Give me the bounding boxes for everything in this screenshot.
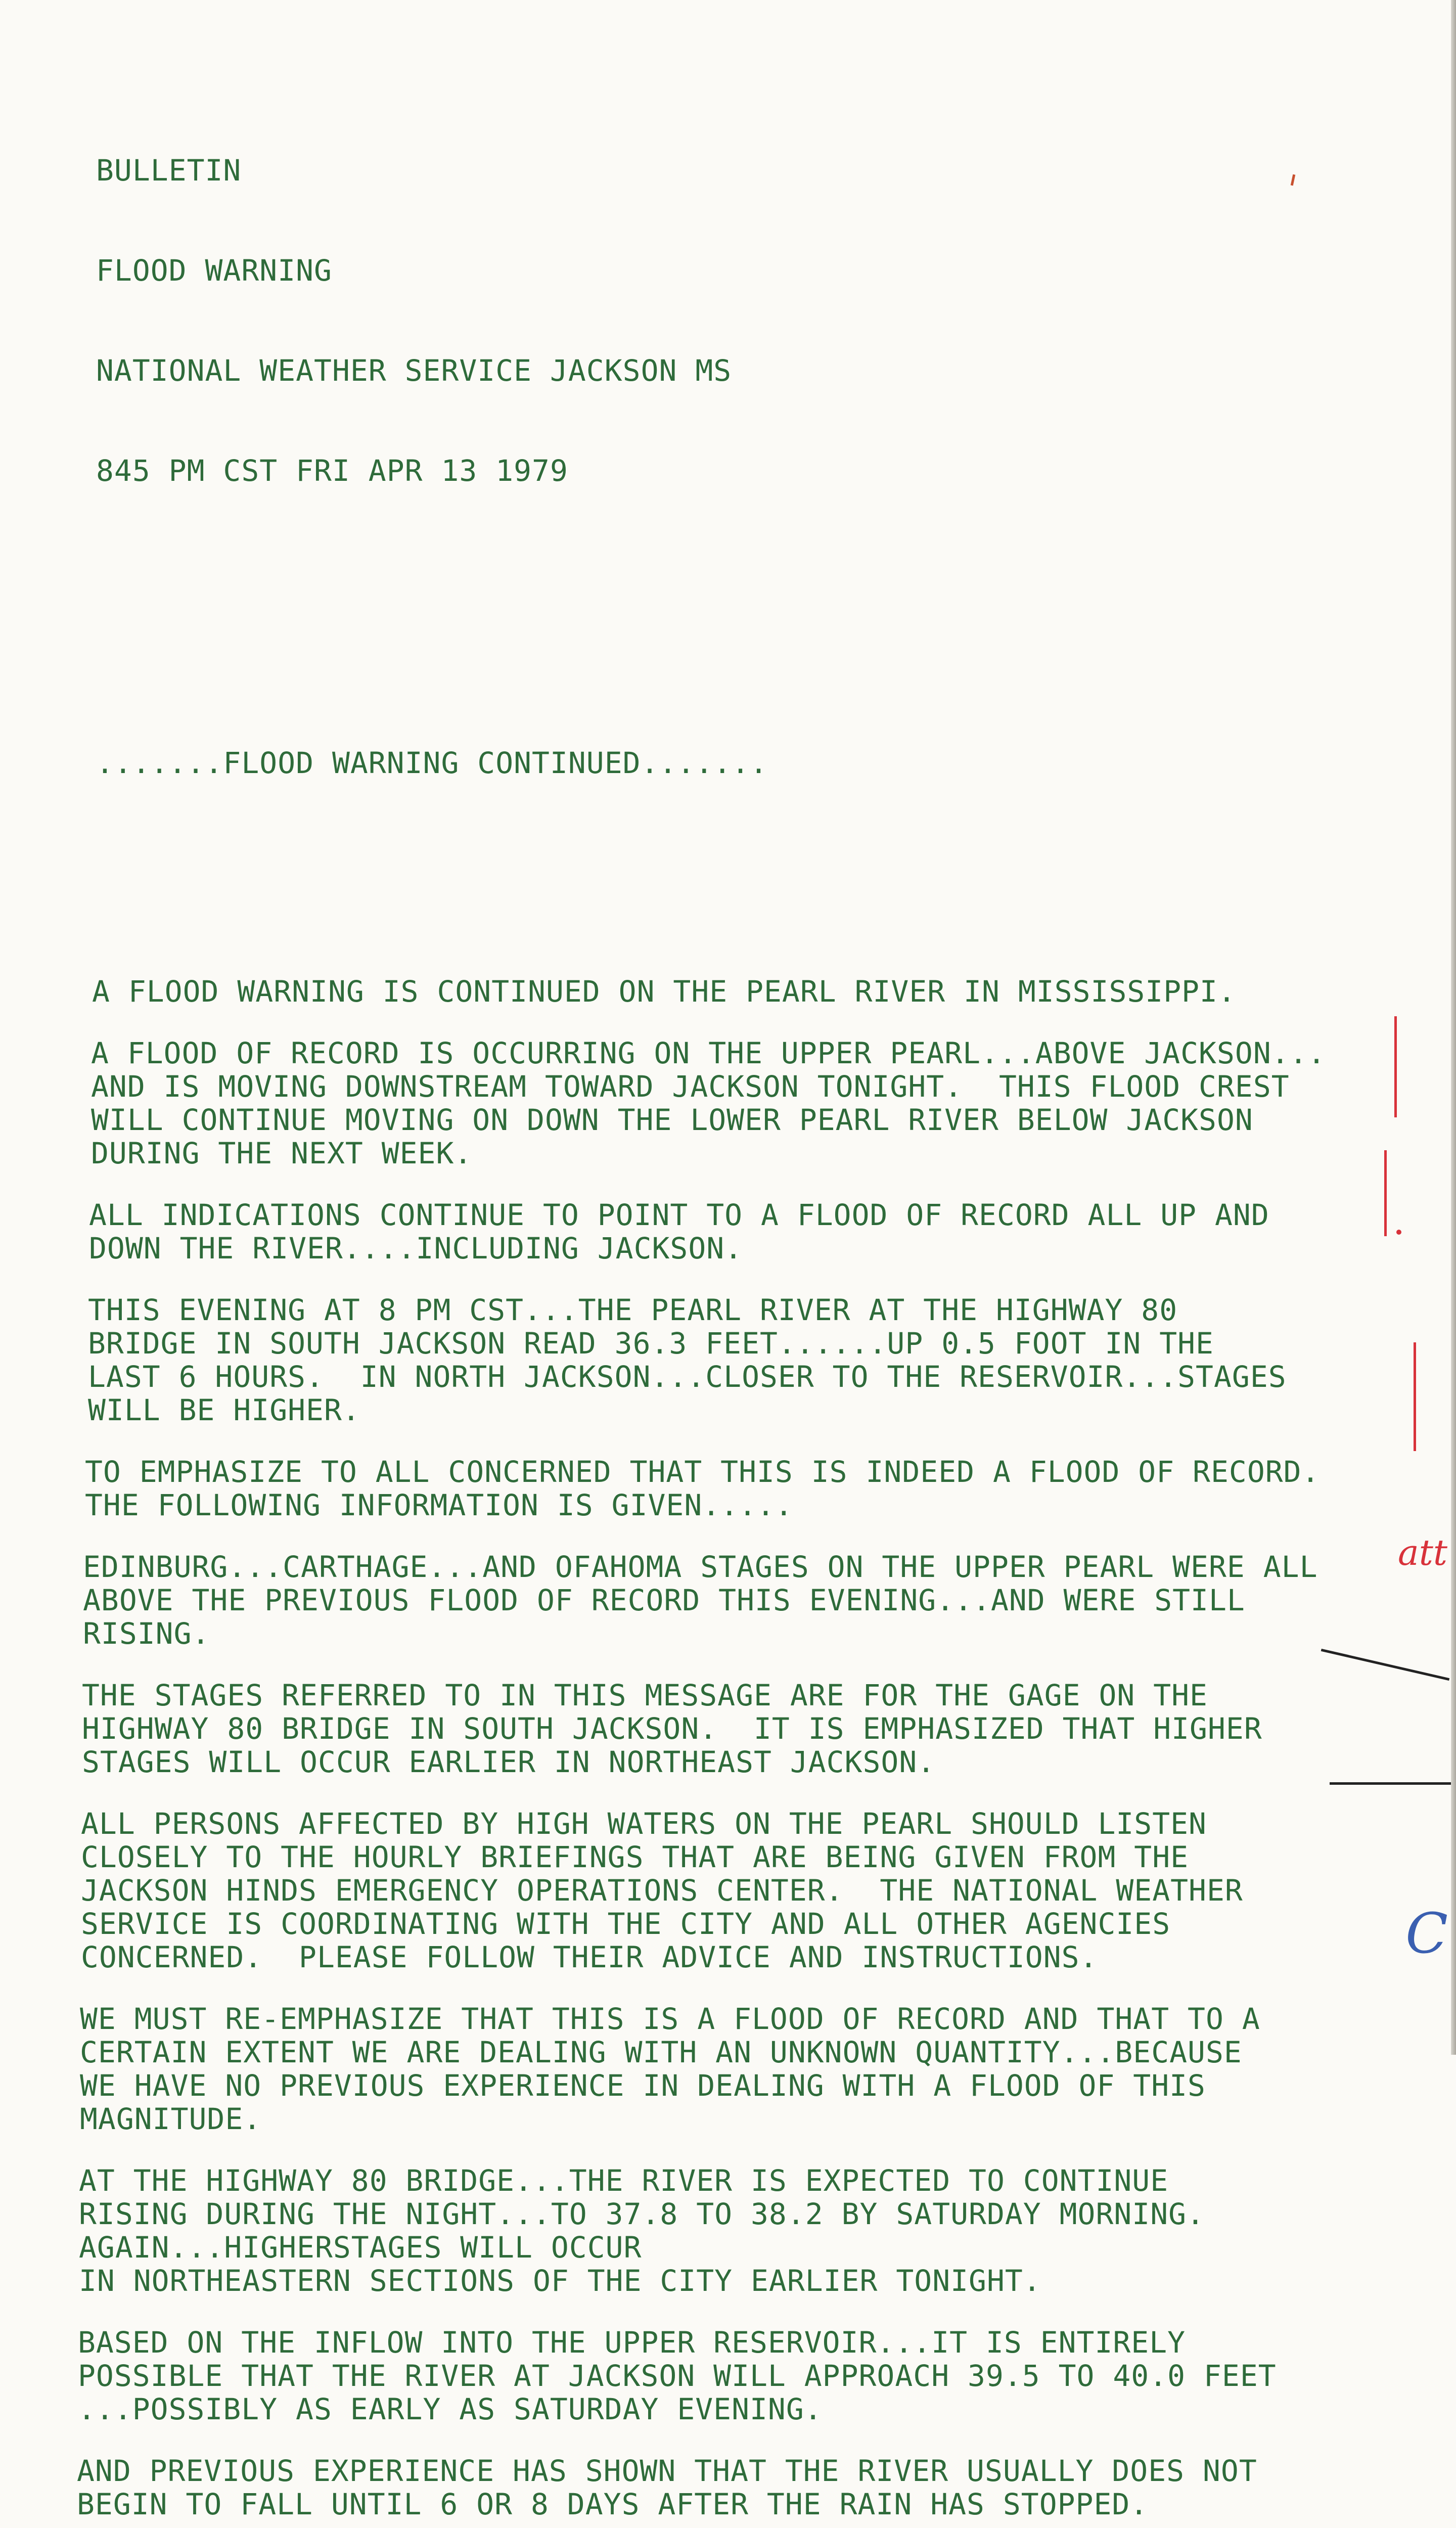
paragraph-line: JACKSON HINDS EMERGENCY OPERATIONS CENTER. THE NATIONAL WEATHER <box>81 1873 1243 1908</box>
paragraph <box>80 2002 1445 2136</box>
bulletin-body <box>76 975 1441 2528</box>
paragraph-line: AT THE HIGHWAY 80 BRIDGE...THE RIVER IS EXPECTED TO CONTINUE <box>79 2163 1169 2198</box>
bulletin-header <box>96 87 1456 554</box>
paragraph-line: RISING. <box>83 1616 210 1651</box>
paragraph <box>79 2164 1444 2297</box>
paragraph-line: BRIDGE IN SOUTH JACKSON READ 36.3 FEET......UP 0.5 FOOT IN THE <box>88 1326 1214 1361</box>
paragraph-line: LAST 6 HOURS. IN NORTH JACKSON...CLOSER TO THE RESERVOIR...STAGES <box>88 1360 1287 1394</box>
paragraph <box>81 1807 1446 1974</box>
paragraph-line: ALL PERSONS AFFECTED BY HIGH WATERS ON THE PEARL SHOULD LISTEN <box>81 1807 1207 1841</box>
paragraph-line: EDINBURG...CARTHAGE...AND OFAHOMA STAGES ON THE UPPER PEARL WERE ALL <box>83 1550 1318 1584</box>
paragraph-line: THE STAGES REFERRED TO IN THIS MESSAGE ARE FOR THE GAGE ON THE <box>82 1678 1208 1712</box>
paragraph-line: CERTAIN EXTENT WE ARE DEALING WITH AN UNKNOWN QUANTITY...BECAUSE <box>80 2035 1242 2069</box>
paragraph-line: ALL INDICATIONS CONTINUE TO POINT TO A FLOOD OF RECORD ALL UP AND <box>89 1198 1269 1232</box>
paragraph-line: WE MUST RE-EMPHASIZE THAT THIS IS A FLOOD OF RECORD AND THAT TO A <box>80 2002 1260 2036</box>
header-line: BULLETIN <box>96 153 242 188</box>
paragraph <box>82 1679 1447 1779</box>
paragraph-line: HIGHWAY 80 BRIDGE IN SOUTH JACKSON. IT IS EMPHASIZED THAT HIGHER <box>82 1711 1262 1746</box>
paragraph-line: THIS EVENING AT 8 PM CST...THE PEARL RIVER AT THE HIGHWAY 80 <box>88 1293 1178 1327</box>
paragraph-line: AGAIN...HIGHERSTAGES WILL OCCUR <box>79 2230 642 2265</box>
paragraph-line: POSSIBLE THAT THE RIVER AT JACKSON WILL APPROACH 39.5 TO 40.0 FEET <box>78 2359 1277 2393</box>
header-line: 845 PM CST FRI APR 13 1979 <box>96 454 568 488</box>
paragraph <box>78 2326 1443 2426</box>
paragraph-line: IN NORTHEASTERN SECTIONS OF THE CITY EARLIER TONIGHT. <box>79 2264 1041 2298</box>
paragraph-line: STAGES WILL OCCUR EARLIER IN NORTHEAST JACKSON. <box>82 1745 936 1779</box>
paragraph-line: SERVICE IS COORDINATING WITH THE CITY AND ALL OTHER AGENCIES <box>81 1907 1171 1941</box>
pen-stroke <box>1330 1782 1451 1785</box>
paragraph-line: AND IS MOVING DOWNSTREAM TOWARD JACKSON TONIGHT. THIS FLOOD CREST <box>91 1069 1290 1104</box>
paragraph-line: A FLOOD OF RECORD IS OCCURRING ON THE UPPER PEARL...ABOVE JACKSON... <box>91 1036 1326 1070</box>
red-margin-bracket <box>1414 1342 1416 1451</box>
paragraph-line: WILL BE HIGHER. <box>88 1393 360 1427</box>
paragraph-line: BEGIN TO FALL UNTIL 6 OR 8 DAYS AFTER THE RAIN HAS STOPPED. <box>77 2487 1149 2521</box>
red-margin-bracket <box>1394 1016 1397 1117</box>
paragraph-line: MAGNITUDE. <box>80 2102 262 2136</box>
paragraph-line: CLOSELY TO THE HOURLY BRIEFINGS THAT ARE BEING GIVEN FROM THE <box>81 1840 1189 1874</box>
red-margin-bracket <box>1384 1150 1387 1236</box>
paragraph-line: DOWN THE RIVER....INCLUDING JACKSON. <box>89 1231 743 1266</box>
paragraph-line: THE FOLLOWING INFORMATION IS GIVEN..... <box>85 1488 793 1522</box>
paragraph <box>83 1550 1448 1650</box>
paragraph <box>92 975 1456 1008</box>
continued-banner <box>96 680 1456 846</box>
continued-banner-text: .......FLOOD WARNING CONTINUED....... <box>96 746 768 780</box>
paragraph-line: BASED ON THE INFLOW INTO THE UPPER RESERVOIR...IT IS ENTIRELY <box>78 2325 1186 2360</box>
header-line: NATIONAL WEATHER SERVICE JACKSON MS <box>96 353 732 388</box>
paragraph-line: RISING DURING THE NIGHT...TO 37.8 TO 38.2 BY SATURDAY MORNING. <box>79 2197 1205 2231</box>
paragraph <box>91 1036 1456 1170</box>
blue-handwritten-note: C <box>1405 1901 1448 1966</box>
bulletin-document <box>76 20 1441 2528</box>
paragraph <box>85 1455 1450 1522</box>
paragraph-line: DURING THE NEXT WEEK. <box>91 1136 473 1170</box>
paragraph-line: WE HAVE NO PREVIOUS EXPERIENCE IN DEALING WITH A FLOOD OF THIS <box>80 2068 1206 2103</box>
paragraph-line: TO EMPHASIZE TO ALL CONCERNED THAT THIS IS INDEED A FLOOD OF RECORD. <box>85 1455 1320 1489</box>
paragraph-line: CONCERNED. PLEASE FOLLOW THEIR ADVICE AND INSTRUCTIONS. <box>81 1940 1098 1974</box>
red-margin-dot <box>1396 1230 1401 1235</box>
header-line: FLOOD WARNING <box>96 253 332 288</box>
paragraph <box>89 1198 1454 1265</box>
paragraph-line: WILL CONTINUE MOVING ON DOWN THE LOWER PEARL RIVER BELOW JACKSON <box>91 1103 1253 1137</box>
paragraph-line: A FLOOD WARNING IS CONTINUED ON THE PEARL RIVER IN MISSISSIPPI. <box>92 974 1236 1009</box>
paragraph <box>88 1293 1453 1427</box>
red-handwritten-note: att <box>1398 1532 1447 1573</box>
paragraph-line: ...POSSIBLY AS EARLY AS SATURDAY EVENING. <box>78 2392 823 2426</box>
paragraph <box>77 2454 1442 2521</box>
paragraph-line: ABOVE THE PREVIOUS FLOOD OF RECORD THIS EVENING...AND WERE STILL <box>83 1583 1245 1617</box>
paragraph-line: AND PREVIOUS EXPERIENCE HAS SHOWN THAT THE RIVER USUALLY DOES NOT <box>77 2454 1257 2488</box>
